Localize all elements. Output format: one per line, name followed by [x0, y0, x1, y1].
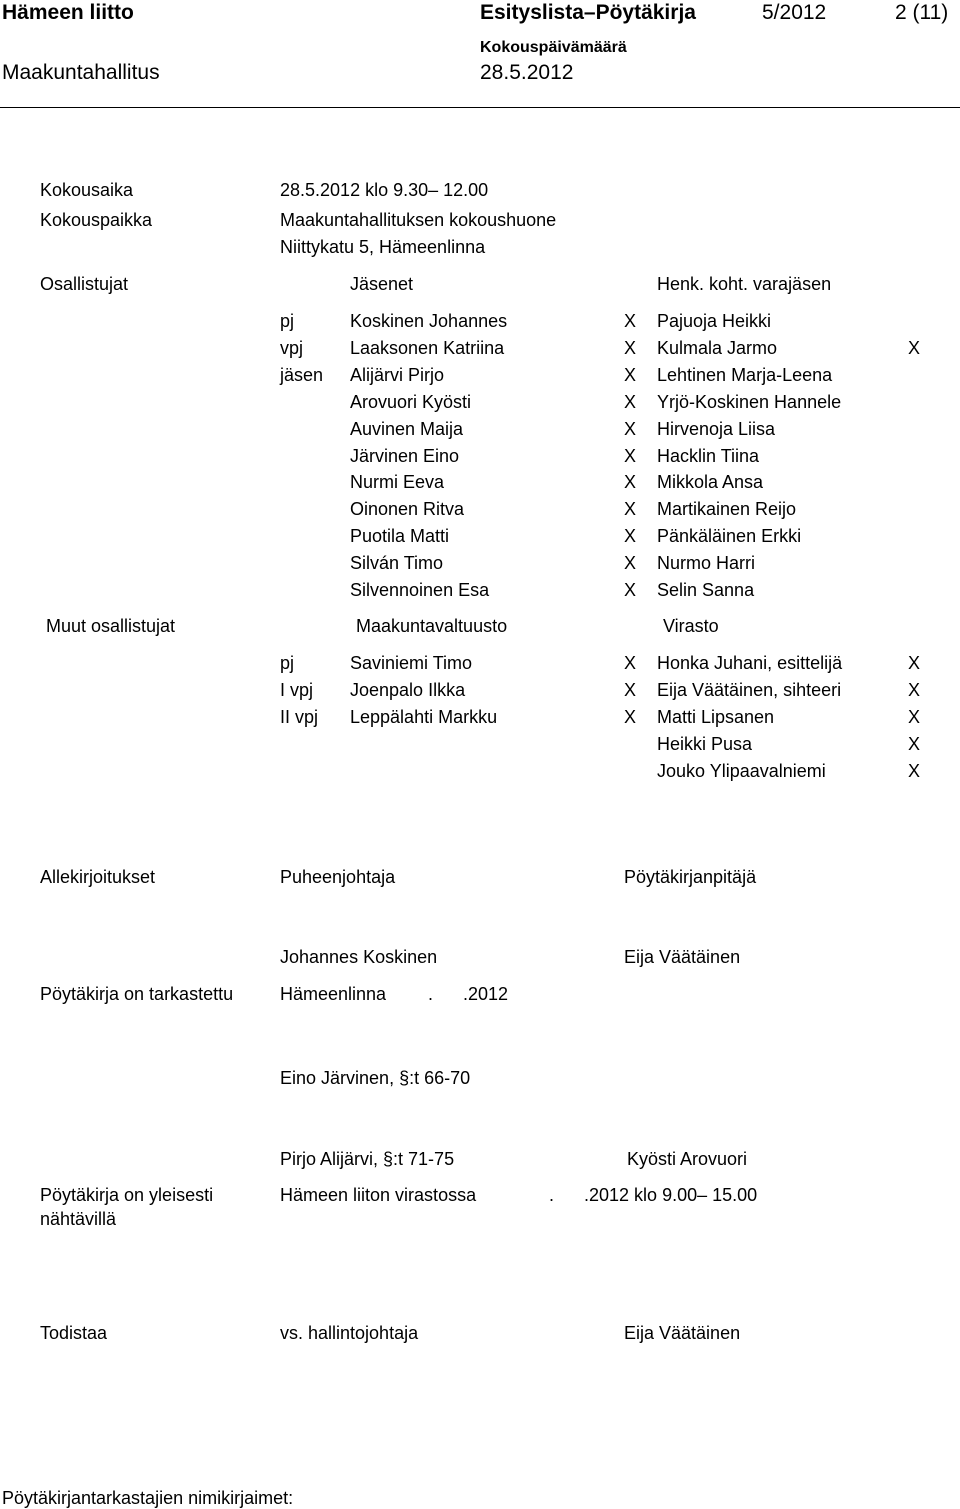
- meeting-time-label: Kokousaika: [40, 180, 134, 200]
- other-role: I vpj: [280, 680, 314, 700]
- other-participants-label: Muut osallistujat: [46, 616, 176, 636]
- participant-deputy-name: Mikkola Ansa: [657, 472, 764, 492]
- meeting-place-line2: Niittykatu 5, Hämeenlinna: [280, 237, 486, 257]
- participant-attendance-mark: X: [624, 392, 637, 412]
- participant-attendance-mark: X: [624, 419, 637, 439]
- participant-attendance-mark: X: [624, 526, 637, 546]
- public-label-line1: Pöytäkirja on yleisesti: [40, 1185, 214, 1205]
- meeting-time-value: 28.5.2012 klo 9.30– 12.00: [280, 180, 489, 200]
- inspector-3: Kyösti Arovuori: [627, 1149, 748, 1169]
- deputies-header: Henk. koht. varajäsen: [657, 274, 832, 294]
- meeting-place-line1: Maakuntahallituksen kokoushuone: [280, 210, 557, 230]
- other-office-attendance-mark: X: [908, 680, 921, 700]
- public-label-line2: nähtävillä: [40, 1209, 117, 1229]
- participant-deputy-attendance-mark: X: [908, 338, 921, 358]
- participant-attendance-mark: X: [624, 553, 637, 573]
- participant-attendance-mark: X: [624, 580, 637, 600]
- chair-name: Johannes Koskinen: [280, 947, 438, 967]
- participant-attendance-mark: X: [624, 446, 637, 466]
- participant-member-name: Nurmi Eeva: [350, 472, 445, 492]
- participant-deputy-name: Martikainen Reijo: [657, 499, 797, 519]
- participant-member-name: Arovuori Kyösti: [350, 392, 472, 412]
- other-council-attendance-mark: X: [624, 680, 637, 700]
- meeting-place-label: Kokouspaikka: [40, 210, 153, 230]
- participant-role: pj: [280, 311, 295, 331]
- participant-attendance-mark: X: [624, 499, 637, 519]
- participant-attendance-mark: X: [624, 311, 637, 331]
- checked-date: . .2012: [428, 984, 509, 1004]
- participant-role: jäsen: [280, 365, 324, 385]
- participant-member-name: Puotila Matti: [350, 526, 450, 546]
- participant-member-name: Silván Timo: [350, 553, 444, 573]
- participant-deputy-name: Pänkäläinen Erkki: [657, 526, 802, 546]
- certify-title: vs. hallintojohtaja: [280, 1323, 419, 1343]
- participant-deputy-name: Lehtinen Marja-Leena: [657, 365, 833, 385]
- other-role: pj: [280, 653, 295, 673]
- participant-role: vpj: [280, 338, 304, 358]
- other-office-person-name: Heikki Pusa: [657, 734, 753, 754]
- meeting-date: 28.5.2012: [480, 61, 574, 84]
- checked-place: Hämeenlinna: [280, 984, 387, 1004]
- other-council-member-name: Leppälahti Markku: [350, 707, 498, 727]
- council-header: Maakuntavaltuusto: [356, 616, 508, 636]
- body-name: Maakuntahallitus: [2, 61, 160, 84]
- public-date: . .2012 klo 9.00– 15.00: [549, 1185, 758, 1205]
- office-header: Virasto: [663, 616, 719, 636]
- other-council-member-name: Saviniemi Timo: [350, 653, 473, 673]
- organization-name: Hämeen liitto: [2, 1, 134, 24]
- other-council-member-name: Joenpalo Ilkka: [350, 680, 466, 700]
- participants-label: Osallistujat: [40, 274, 129, 294]
- participant-deputy-name: Yrjö-Koskinen Hannele: [657, 392, 842, 412]
- document-number: 5/2012: [762, 1, 827, 24]
- other-council-attendance-mark: X: [624, 653, 637, 673]
- participant-deputy-name: Kulmala Jarmo: [657, 338, 778, 358]
- secretary-name: Eija Väätäinen: [624, 947, 741, 967]
- other-office-person-name: Eija Väätäinen, sihteeri: [657, 680, 842, 700]
- participant-member-name: Laaksonen Katriina: [350, 338, 505, 358]
- participant-deputy-name: Selin Sanna: [657, 580, 755, 600]
- other-office-attendance-mark: X: [908, 653, 921, 673]
- other-office-person-name: Matti Lipsanen: [657, 707, 775, 727]
- participant-deputy-name: Hirvenoja Liisa: [657, 419, 776, 439]
- other-office-attendance-mark: X: [908, 707, 921, 727]
- chair-title: Puheenjohtaja: [280, 867, 396, 887]
- other-council-attendance-mark: X: [624, 707, 637, 727]
- signatures-label: Allekirjoitukset: [40, 867, 156, 887]
- participant-member-name: Oinonen Ritva: [350, 499, 465, 519]
- participant-deputy-name: Hacklin Tiina: [657, 446, 760, 466]
- participant-attendance-mark: X: [624, 338, 637, 358]
- participant-deputy-name: Nurmo Harri: [657, 553, 756, 573]
- secretary-title: Pöytäkirjanpitäjä: [624, 867, 757, 887]
- other-office-person-name: Honka Juhani, esittelijä: [657, 653, 843, 673]
- public-place: Hämeen liiton virastossa: [280, 1185, 477, 1205]
- participant-attendance-mark: X: [624, 365, 637, 385]
- participant-member-name: Silvennoinen Esa: [350, 580, 490, 600]
- other-office-attendance-mark: X: [908, 761, 921, 781]
- participant-member-name: Järvinen Eino: [350, 446, 460, 466]
- header-divider: [0, 107, 960, 108]
- footer-initials-label: Pöytäkirjantarkastajien nimikirjaimet:: [2, 1488, 294, 1508]
- participant-member-name: Auvinen Maija: [350, 419, 464, 439]
- other-office-attendance-mark: X: [908, 734, 921, 754]
- members-header: Jäsenet: [350, 274, 414, 294]
- other-role: II vpj: [280, 707, 319, 727]
- participant-member-name: Koskinen Johannes: [350, 311, 508, 331]
- participant-attendance-mark: X: [624, 472, 637, 492]
- inspector-2: Pirjo Alijärvi, §:t 71-75: [280, 1149, 455, 1169]
- page-number: 2 (11): [895, 1, 949, 24]
- certify-label: Todistaa: [40, 1323, 108, 1343]
- participant-member-name: Alijärvi Pirjo: [350, 365, 445, 385]
- certify-name: Eija Väätäinen: [624, 1323, 741, 1343]
- checked-label: Pöytäkirja on tarkastettu: [40, 984, 234, 1004]
- inspector-1: Eino Järvinen, §:t 66-70: [280, 1068, 471, 1088]
- meeting-date-label: Kokouspäivämäärä: [480, 39, 627, 56]
- participant-deputy-name: Pajuoja Heikki: [657, 311, 772, 331]
- document-type: Esityslista–Pöytäkirja: [480, 1, 696, 24]
- other-office-person-name: Jouko Ylipaavalniemi: [657, 761, 826, 781]
